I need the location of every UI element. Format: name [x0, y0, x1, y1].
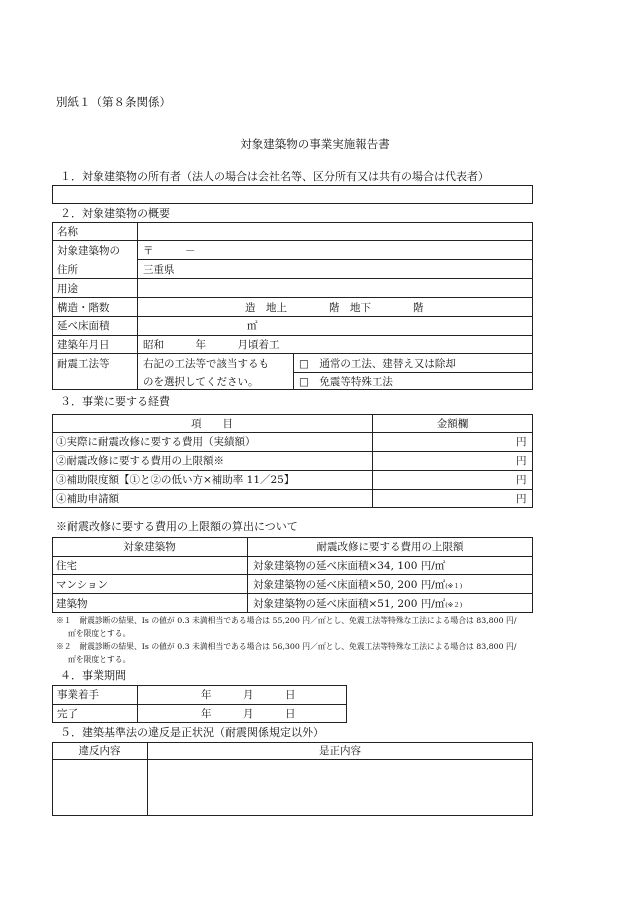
period-end-label: 完了	[57, 708, 78, 720]
address-field[interactable]: 三重県	[143, 264, 175, 276]
violation-content-field[interactable]	[53, 760, 146, 815]
postal-code-field[interactable]: 〒 －	[143, 245, 196, 257]
built-date-label: 建築年月日	[57, 339, 110, 351]
footnote-2-line2: ㎡を限度とする。	[68, 655, 131, 664]
note-mark-1: (※１)	[445, 582, 463, 590]
period-end-date[interactable]: 年 月 日	[201, 708, 296, 720]
calc-building-house: 住宅	[56, 560, 77, 572]
cost-row-application: ④補助申請額	[56, 493, 119, 505]
calc-limit-mansion: 対象建築物の延べ床面積×50, 200 円/㎡(※１)	[253, 579, 463, 591]
violation-col-content: 違反内容	[78, 745, 121, 757]
calc-col-building: 対象建築物	[123, 541, 176, 553]
calc-limit-house: 対象建築物の延べ床面積×34, 100 円/㎡	[253, 560, 446, 572]
footnote-2-line1: ※２ 耐震診断の結果、Is の値が 0.3 未満相当である場合は 56,300 円／㎡とし、免震工法等特殊な工法による場合は 83,800 円/	[56, 642, 517, 651]
cost-row-limit: ②耐震改修に要する費用の上限額※	[56, 455, 224, 467]
s1-heading: １．対象建築物の所有者（法人の場合は会社名等、区分所有又は共有の場合は代表者）	[60, 170, 489, 183]
s5-heading: ５．建築基準法の違反是正状況（耐震関係規定以外）	[60, 726, 324, 739]
method-option-seismic-isolation[interactable]: □ 免震等特殊工法	[299, 376, 393, 388]
cost-col-item: 項 目	[191, 418, 233, 430]
floor-area-label: 延べ床面積	[57, 320, 110, 332]
calc-building-general: 建築物	[56, 598, 88, 610]
cost-col-amount: 金額欄	[436, 418, 469, 430]
footnote-1-line2: ㎡を限度とする。	[68, 629, 131, 638]
cost-row-actual: ①実際に耐震改修に要する費用（実績額）	[56, 436, 256, 448]
period-start-date[interactable]: 年 月 日	[201, 689, 296, 701]
calc-building-mansion: マンション	[56, 579, 109, 591]
cost-amount-subsidy-limit[interactable]: 円	[516, 474, 527, 486]
owner-field[interactable]	[52, 185, 533, 204]
violation-col-correction: 是正内容	[319, 745, 361, 757]
calc-heading: ※耐震改修に要する費用の上限額の算出について	[56, 520, 298, 533]
method-label: 耐震工法等	[57, 358, 110, 370]
calc-col-limit: 耐震改修に要する費用の上限額	[316, 541, 464, 553]
address-label-line2: 住所	[57, 264, 78, 276]
address-label-line1: 対象建築物の	[57, 245, 120, 257]
name-field[interactable]	[138, 223, 532, 240]
s2-heading: ２．対象建築物の概要	[60, 207, 170, 220]
period-start-label: 事業着手	[57, 689, 99, 701]
structure-field[interactable]: 造 地上 階 地下 階	[245, 302, 424, 314]
structure-label: 構造・階数	[57, 302, 110, 314]
note-mark-2: (※２)	[445, 601, 463, 609]
method-option-conventional[interactable]: □ 通常の工法、建替え又は除却	[299, 358, 456, 370]
use-field[interactable]	[138, 279, 532, 296]
method-instruction-line1: 右記の工法等で該当するも	[143, 358, 269, 370]
footnote-1-line1: ※１ 耐震診断の結果、Is の値が 0.3 未満相当である場合は 55,200 円／㎡とし、免震工法等特殊な工法による場合は 83,800 円/	[56, 616, 517, 625]
cost-row-subsidy-limit: ③補助限度額【①と②の低い方×補助率 11／25】	[56, 474, 295, 486]
built-date-field[interactable]: 昭和 年 月頃着工	[143, 339, 280, 351]
cost-amount-actual[interactable]: 円	[516, 436, 527, 448]
use-label: 用途	[57, 283, 78, 295]
name-label: 名称	[57, 226, 78, 238]
form-reference: 別紙１（第８条関係）	[56, 95, 171, 109]
correction-content-field[interactable]	[148, 760, 532, 815]
s4-heading: ４．事業期間	[60, 669, 126, 682]
document-title: 対象建築物の事業実施報告書	[240, 137, 390, 151]
s3-heading: ３．事業に要する経費	[60, 395, 170, 408]
calc-limit-general: 対象建築物の延べ床面積×51, 200 円/㎡(※２)	[253, 598, 463, 610]
method-instruction-line2: のを選択してください。	[143, 376, 259, 388]
cost-amount-limit[interactable]: 円	[516, 455, 527, 467]
cost-amount-application[interactable]: 円	[516, 493, 527, 505]
floor-area-unit[interactable]: ㎡	[247, 320, 258, 332]
